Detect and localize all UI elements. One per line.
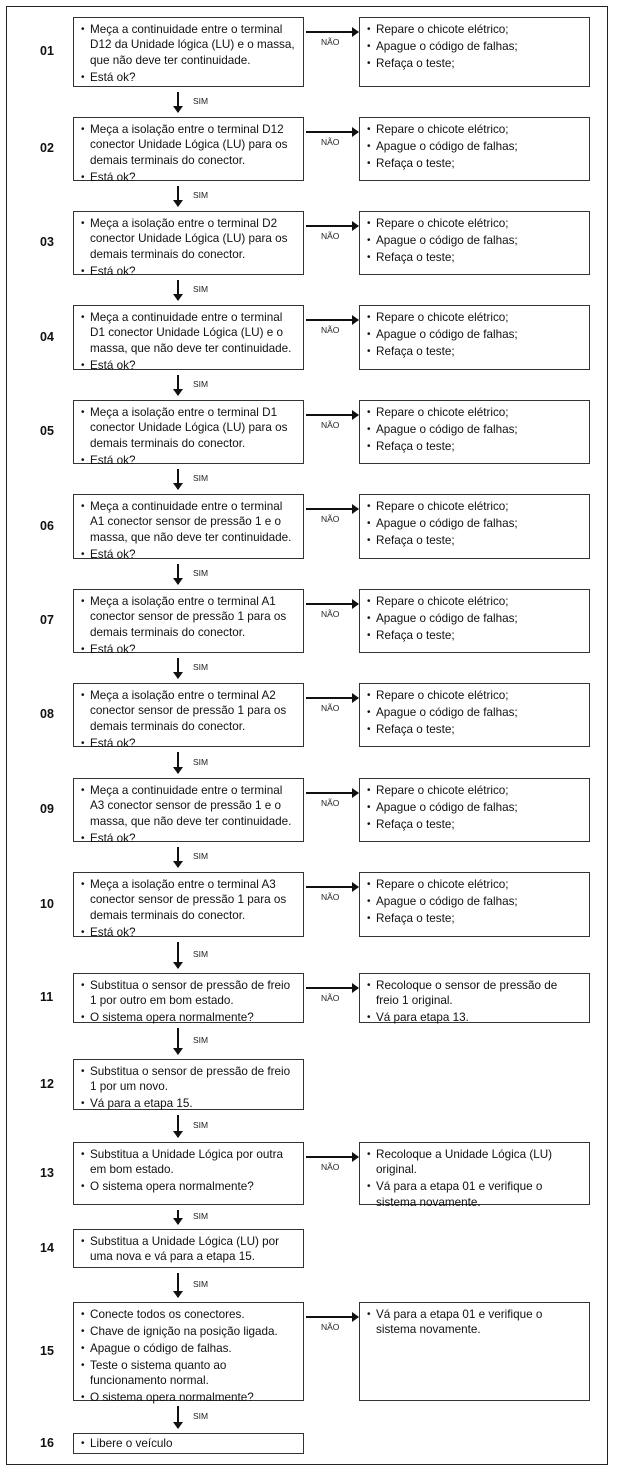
step-number: 05 <box>40 424 54 438</box>
step-instruction: • Meça a isolação entre o terminal D1 conector Unidade Lógica (LU) para os demais terminais do conector. <box>81 405 297 451</box>
corrective-action: • Vá para a etapa 01 e verifique o sistema novamente. <box>367 1179 583 1210</box>
step-instruction: • Meça a isolação entre o terminal D12 conector Unidade Lógica (LU) para os demais terminais do conector. <box>81 122 297 168</box>
no-arrow-icon <box>306 414 358 416</box>
corrective-action-box <box>359 778 590 842</box>
corrective-action-box <box>359 973 590 1023</box>
corrective-action: • Apague o código de falhas; <box>367 611 583 626</box>
corrective-action: • Vá para a etapa 01 e verifique o sistema novamente. <box>367 1307 583 1338</box>
corrective-action: • Apague o código de falhas; <box>367 39 583 54</box>
yes-arrow-icon <box>177 375 179 395</box>
step-instruction: • Está ok? <box>81 831 297 846</box>
corrective-action: • Repare o chicote elétrico; <box>367 499 583 514</box>
corrective-action: • Apague o código de falhas; <box>367 800 583 815</box>
yes-label: SIM <box>193 379 209 389</box>
step-instruction: • Teste o sistema quanto ao funcionamento normal. <box>81 1358 297 1389</box>
step-instruction: • Substitua o sensor de pressão de freio 1 por um novo. <box>81 1064 297 1095</box>
yes-arrow-icon <box>177 1406 179 1428</box>
step-instruction: • Meça a continuidade entre o terminal D12 da Unidade lógica (LU) e o massa, que não deve ter continuidade. <box>81 22 297 68</box>
yes-label: SIM <box>193 949 209 959</box>
step-instruction: • O sistema opera normalmente? <box>81 1010 297 1025</box>
step-box <box>73 1229 304 1268</box>
yes-arrow-icon <box>177 92 179 112</box>
step-instruction: • Substitua a Unidade Lógica por outra em bom estado. <box>81 1147 297 1178</box>
yes-label: SIM <box>193 1120 209 1130</box>
no-label: NÃO <box>321 993 340 1003</box>
step-number: 08 <box>40 707 54 721</box>
yes-arrow-icon <box>177 847 179 867</box>
corrective-action: • Apague o código de falhas; <box>367 516 583 531</box>
step-instruction: • Vá para a etapa 15. <box>81 1096 297 1111</box>
step-instruction: • Apague o código de falhas. <box>81 1341 297 1356</box>
step-instruction: • Está ok? <box>81 736 297 751</box>
yes-arrow-icon <box>177 1115 179 1137</box>
no-arrow-icon <box>306 886 358 888</box>
corrective-action: • Apague o código de falhas; <box>367 233 583 248</box>
step-instruction: • Está ok? <box>81 547 297 562</box>
no-arrow-icon <box>306 31 358 33</box>
yes-arrow-icon <box>177 752 179 773</box>
no-label: NÃO <box>321 514 340 524</box>
yes-label: SIM <box>193 284 209 294</box>
step-number: 03 <box>40 235 54 249</box>
corrective-action: • Apague o código de falhas; <box>367 139 583 154</box>
step-box <box>73 117 304 184</box>
no-label: NÃO <box>321 1322 340 1332</box>
corrective-action: • Repare o chicote elétrico; <box>367 877 583 892</box>
corrective-action-box <box>359 305 590 370</box>
step-number: 12 <box>40 1076 54 1091</box>
yes-label: SIM <box>193 851 209 861</box>
step-box <box>73 17 304 87</box>
no-label: NÃO <box>321 231 340 241</box>
step-box <box>73 778 304 845</box>
no-label: NÃO <box>321 420 340 430</box>
no-arrow-icon <box>306 225 358 227</box>
no-arrow-icon <box>306 319 358 321</box>
no-arrow-icon <box>306 792 358 794</box>
no-label: NÃO <box>321 37 340 47</box>
yes-arrow-icon <box>177 1210 179 1224</box>
no-label: NÃO <box>321 798 340 808</box>
step-box <box>73 1433 304 1454</box>
step-number: 06 <box>40 518 54 533</box>
yes-label: SIM <box>193 1035 209 1045</box>
step-instruction: • Chave de ignição na posição ligada. <box>81 1324 297 1339</box>
yes-arrow-icon <box>177 564 179 584</box>
step-instruction: • Substitua a Unidade Lógica (LU) por uma nova e vá para a etapa 15. <box>81 1234 297 1265</box>
step-number: 07 <box>40 613 54 627</box>
step-instruction: • Meça a continuidade entre o terminal D1 conector Unidade Lógica (LU) e o massa, que não deve ter continuidade. <box>81 310 297 356</box>
step-instruction: • Está ok? <box>81 453 297 468</box>
no-arrow-icon <box>306 987 358 989</box>
no-label: NÃO <box>321 1162 340 1172</box>
corrective-action-box <box>359 17 590 87</box>
yes-arrow-icon <box>177 942 179 968</box>
step-number: 04 <box>40 329 54 344</box>
no-label: NÃO <box>321 609 340 619</box>
no-arrow-icon <box>306 1316 358 1318</box>
corrective-action: • Repare o chicote elétrico; <box>367 405 583 420</box>
yes-label: SIM <box>193 568 209 578</box>
step-box <box>73 400 304 467</box>
step-box <box>73 211 304 278</box>
corrective-action: • Repare o chicote elétrico; <box>367 783 583 798</box>
step-instruction: • Libere o veículo <box>81 1436 297 1451</box>
corrective-action: • Vá para etapa 13. <box>367 1010 583 1025</box>
step-instruction: • Está ok? <box>81 925 297 940</box>
step-number: 09 <box>40 802 54 816</box>
yes-label: SIM <box>193 473 209 483</box>
corrective-action: • Repare o chicote elétrico; <box>367 688 583 703</box>
corrective-action-box <box>359 1302 590 1401</box>
no-label: NÃO <box>321 137 340 147</box>
step-number: 13 <box>40 1165 54 1180</box>
corrective-action-box <box>359 1142 590 1209</box>
yes-arrow-icon <box>177 1273 179 1297</box>
step-instruction: • O sistema opera normalmente? <box>81 1179 297 1194</box>
corrective-action: • Refaça o teste; <box>367 250 583 265</box>
corrective-action: • Recoloque a Unidade Lógica (LU) original. <box>367 1147 583 1178</box>
corrective-action: • Apague o código de falhas; <box>367 894 583 909</box>
yes-label: SIM <box>193 1211 209 1221</box>
no-label: NÃO <box>321 325 340 335</box>
step-box <box>73 683 304 750</box>
corrective-action: • Refaça o teste; <box>367 722 583 737</box>
no-arrow-icon <box>306 697 358 699</box>
step-box <box>73 589 304 656</box>
step-instruction: • Conecte todos os conectores. <box>81 1307 297 1322</box>
step-instruction: • O sistema opera normalmente? <box>81 1390 297 1405</box>
corrective-action: • Repare o chicote elétrico; <box>367 216 583 231</box>
step-box <box>73 1059 304 1110</box>
step-instruction: • Está ok? <box>81 358 297 373</box>
yes-label: SIM <box>193 190 209 200</box>
corrective-action: • Apague o código de falhas; <box>367 327 583 342</box>
step-box <box>73 872 304 937</box>
corrective-action-box <box>359 494 590 559</box>
step-instruction: • Está ok? <box>81 642 297 657</box>
no-label: NÃO <box>321 703 340 713</box>
corrective-action: • Apague o código de falhas; <box>367 705 583 720</box>
corrective-action: • Refaça o teste; <box>367 56 583 71</box>
corrective-action-box <box>359 872 590 937</box>
step-box <box>73 494 304 559</box>
step-number: 01 <box>40 44 54 58</box>
step-instruction: • Meça a continuidade entre o terminal A3 conector sensor de pressão 1 e o massa, que não deve ter continuidade. <box>81 783 297 829</box>
step-box <box>73 1142 304 1205</box>
step-instruction: • Meça a continuidade entre o terminal A1 conector sensor de pressão 1 e o massa, que não deve ter continuidade. <box>81 499 297 545</box>
corrective-action: • Refaça o teste; <box>367 911 583 926</box>
yes-label: SIM <box>193 1411 209 1421</box>
step-number: 11 <box>40 990 54 1004</box>
step-instruction: • Meça a isolação entre o terminal A3 conector sensor de pressão 1 para os demais terminais do conector. <box>81 877 297 923</box>
yes-label: SIM <box>193 756 209 767</box>
corrective-action: • Refaça o teste; <box>367 817 583 832</box>
corrective-action: • Repare o chicote elétrico; <box>367 122 583 137</box>
yes-arrow-icon <box>177 1028 179 1054</box>
step-instruction: • Meça a isolação entre o terminal A2 conector sensor de pressão 1 para os demais terminais do conector. <box>81 688 297 734</box>
corrective-action-box <box>359 211 590 275</box>
yes-label: SIM <box>193 96 209 106</box>
yes-arrow-icon <box>177 280 179 300</box>
corrective-action: • Refaça o teste; <box>367 533 583 548</box>
no-arrow-icon <box>306 508 358 510</box>
corrective-action: • Refaça o teste; <box>367 156 583 171</box>
step-box <box>73 973 304 1023</box>
corrective-action-box <box>359 589 590 653</box>
corrective-action: • Refaça o teste; <box>367 344 583 359</box>
step-number: 14 <box>40 1240 54 1255</box>
yes-arrow-icon <box>177 658 179 678</box>
corrective-action-box <box>359 683 590 747</box>
yes-label: SIM <box>193 1279 209 1289</box>
corrective-action-box <box>359 117 590 181</box>
corrective-action: • Repare o chicote elétrico; <box>367 22 583 37</box>
step-number: 10 <box>40 896 54 911</box>
step-number: 15 <box>40 1343 54 1358</box>
yes-label: SIM <box>193 662 209 672</box>
no-arrow-icon <box>306 1156 358 1158</box>
step-instruction: • Meça a isolação entre o terminal D2 conector Unidade Lógica (LU) para os demais terminais do conector. <box>81 216 297 262</box>
corrective-action: • Refaça o teste; <box>367 439 583 454</box>
no-arrow-icon <box>306 603 358 605</box>
no-label: NÃO <box>321 892 340 902</box>
yes-arrow-icon <box>177 469 179 489</box>
step-instruction: • Substitua o sensor de pressão de freio 1 por outro em bom estado. <box>81 978 297 1009</box>
corrective-action: • Repare o chicote elétrico; <box>367 310 583 325</box>
step-number: 16 <box>40 1435 54 1450</box>
corrective-action: • Repare o chicote elétrico; <box>367 594 583 609</box>
step-box <box>73 305 304 370</box>
corrective-action-box <box>359 400 590 464</box>
step-instruction: • Está ok? <box>81 170 297 185</box>
yes-arrow-icon <box>177 186 179 206</box>
corrective-action: • Apague o código de falhas; <box>367 422 583 437</box>
no-arrow-icon <box>306 131 358 133</box>
step-number: 02 <box>40 141 54 155</box>
step-box <box>73 1302 304 1405</box>
corrective-action: • Recoloque o sensor de pressão de freio 1 original. <box>367 978 583 1009</box>
corrective-action: • Refaça o teste; <box>367 628 583 643</box>
step-instruction: • Meça a isolação entre o terminal A1 conector sensor de pressão 1 para os demais terminais do conector. <box>81 594 297 640</box>
step-instruction: • Está ok? <box>81 70 297 85</box>
step-instruction: • Está ok? <box>81 264 297 279</box>
